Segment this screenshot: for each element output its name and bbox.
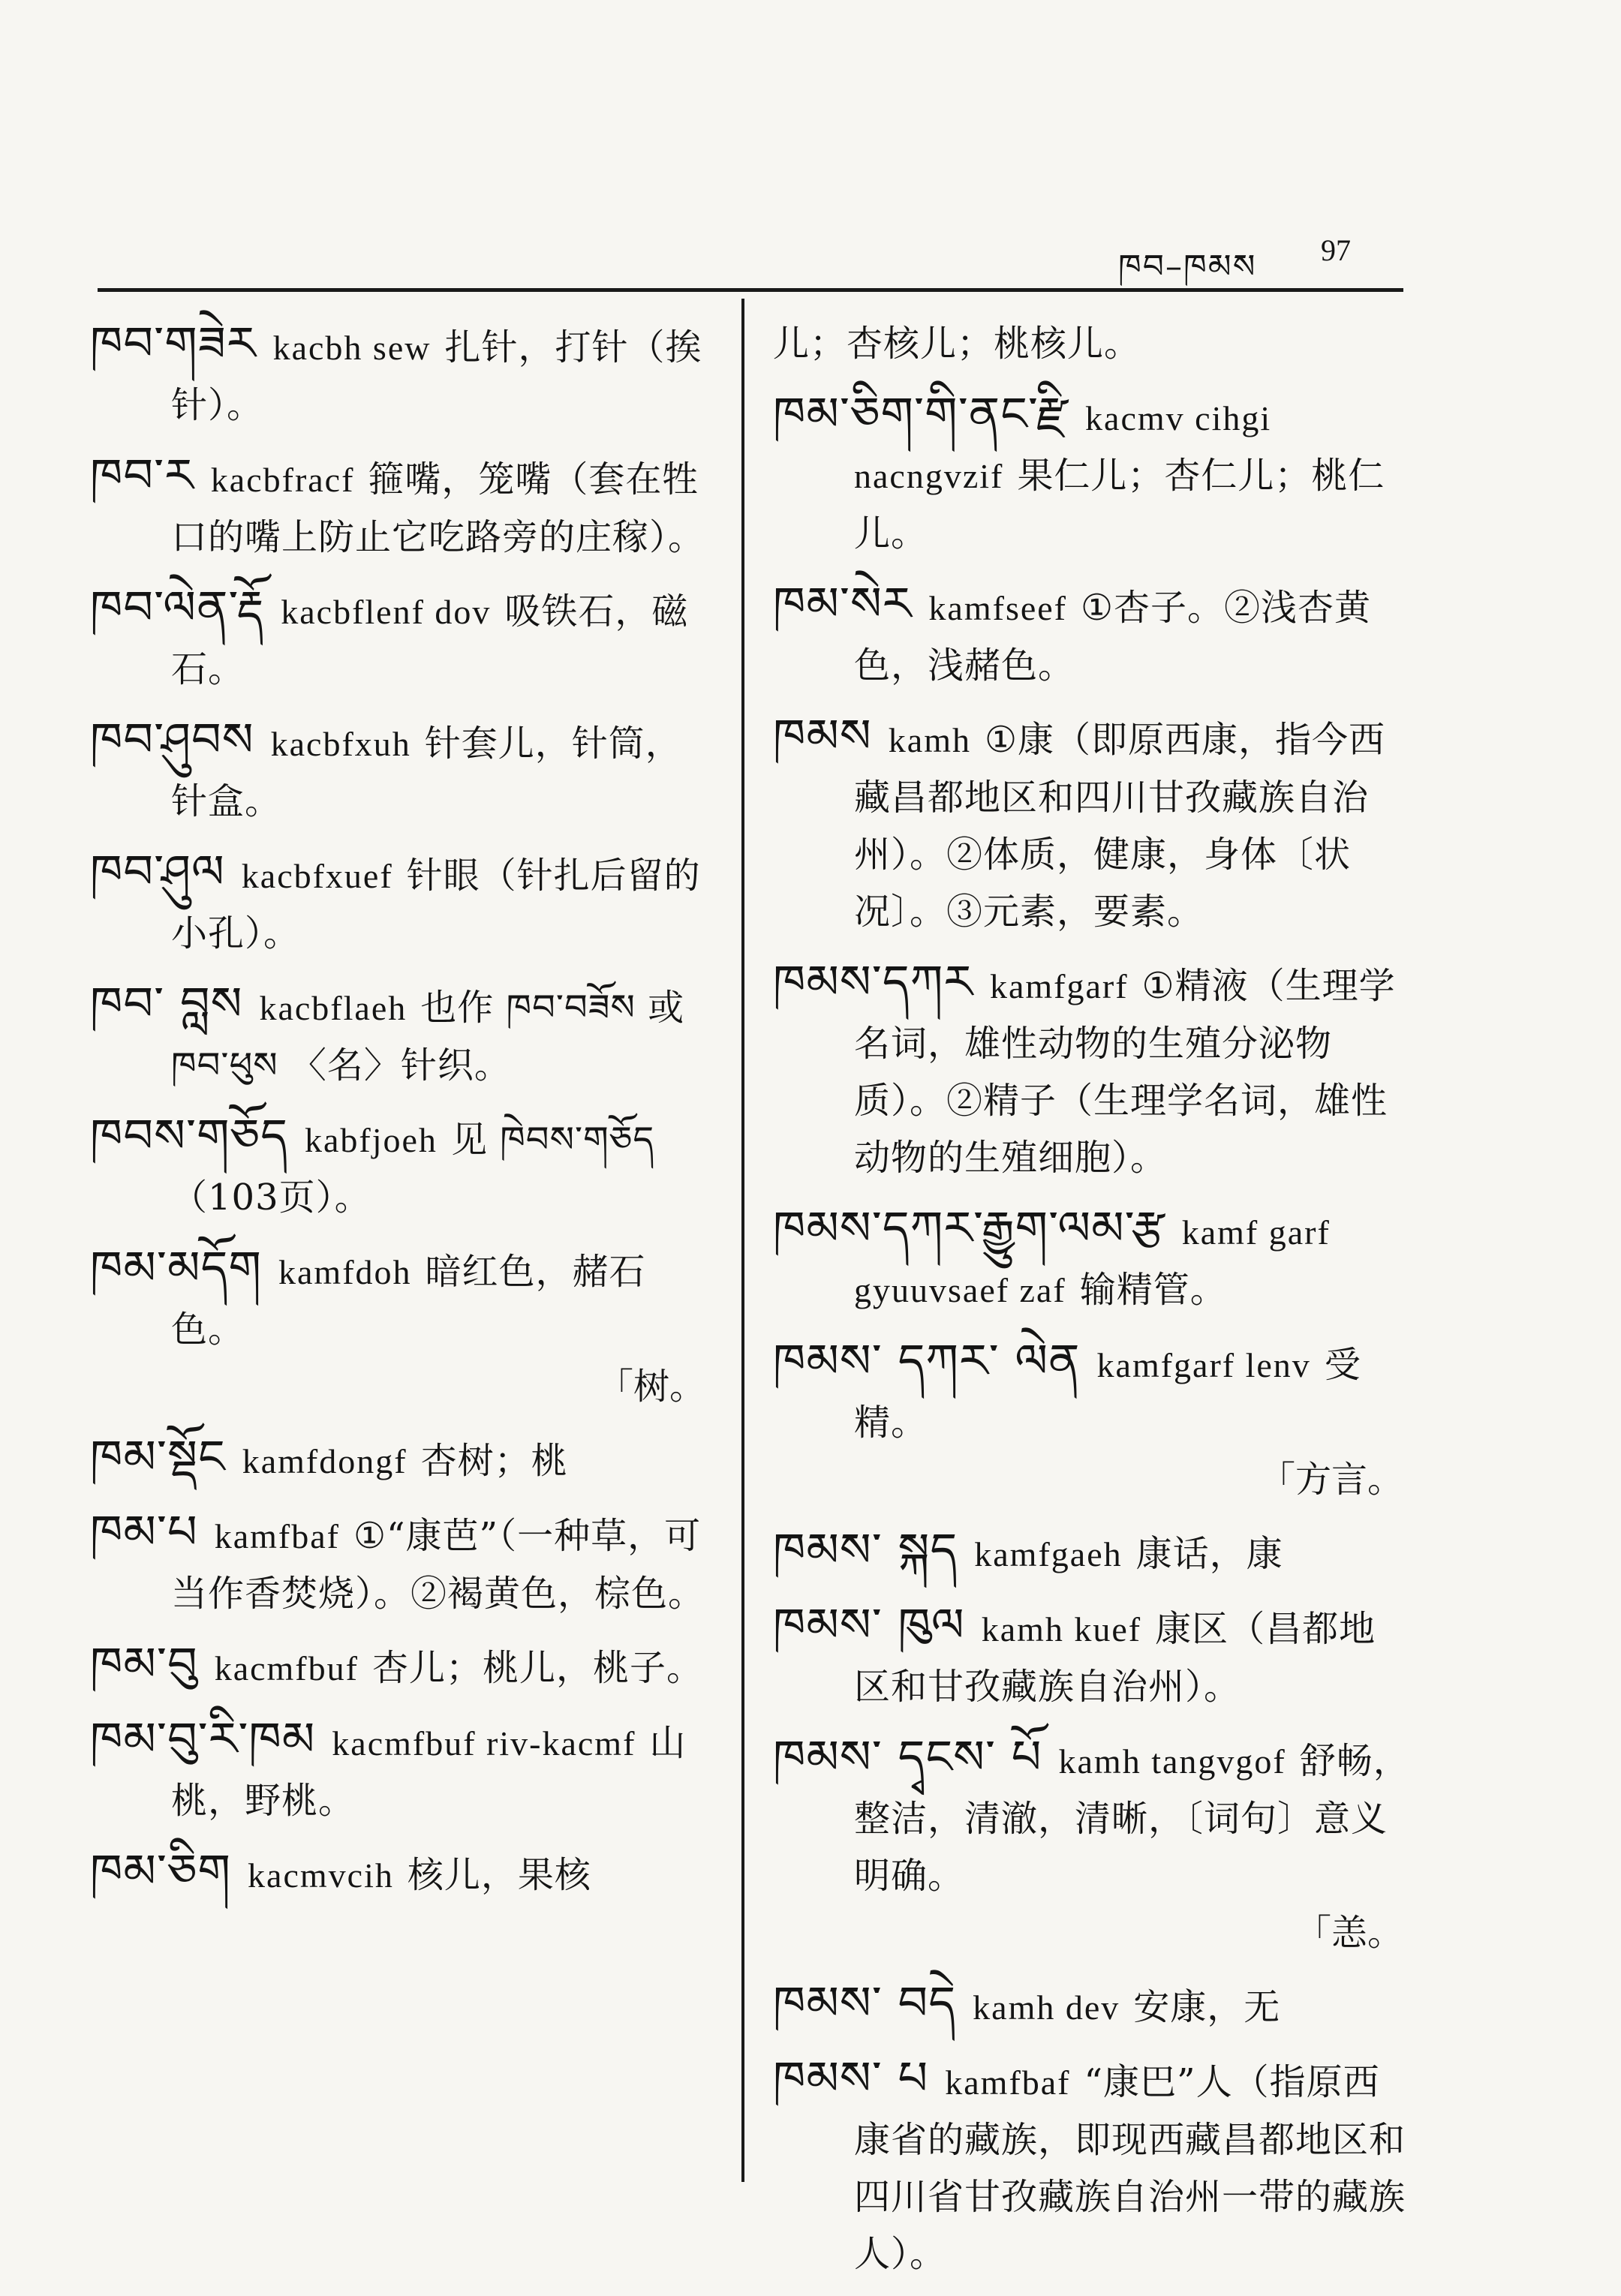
running-head: ཁབ–ཁམས xyxy=(1118,248,1257,286)
headword-tibetan: ཁམས་དཀར xyxy=(773,954,973,1009)
headword-tibetan: ཁམས་ དཀར་ ལེན xyxy=(773,1333,1081,1388)
romanization: kacmv cihgi nacngvzif xyxy=(854,399,1272,495)
headword-tibetan: ཁམས་ པ xyxy=(773,2051,929,2105)
definition: ①精液（生理学名词，雄性动物的生殖分泌物质）。②精子（生理学名词，雄性动物的生殖细胞）。 xyxy=(854,965,1396,1179)
dictionary-entry xyxy=(90,1711,713,1829)
headword-tibetan: ཁམ་པ xyxy=(90,1504,198,1559)
romanization: kamh dev xyxy=(973,1988,1120,2027)
headword-tibetan: ཁམས་ དྭངས་ པོ xyxy=(773,1730,1042,1784)
dictionary-entry xyxy=(90,975,713,1094)
headword-tibetan: ཁབ་ཤུལ xyxy=(90,844,225,899)
headword-tibetan: ཁམས་ སྐད xyxy=(773,1522,958,1577)
definition: 杏儿；桃儿，桃子。 xyxy=(371,1647,703,1689)
dictionary-entry xyxy=(773,2050,1411,2282)
dictionary-entry xyxy=(773,386,1411,562)
headword-tibetan: ཁབ་གཟེར xyxy=(90,316,257,371)
romanization: kamfdongf xyxy=(242,1442,408,1480)
romanization: kacbfracf xyxy=(210,461,355,499)
dictionary-entry xyxy=(773,1729,1411,1961)
romanization: kamfgaeh xyxy=(974,1535,1123,1573)
romanization: kamfdoh xyxy=(278,1253,412,1291)
headword-tibetan: ཁམ་བུ་རི་ཁམ xyxy=(90,1711,316,1766)
dictionary-entry xyxy=(90,1636,713,1697)
definition: 见 ཁེབས་གཅོད （103页）。 xyxy=(171,1119,655,1219)
headword-tibetan: ཁབ་ར xyxy=(90,448,194,503)
dictionary-entry xyxy=(90,1240,713,1415)
definition: 暗红色，赭石色。 xyxy=(171,1251,646,1351)
romanization: kabfjoeh xyxy=(305,1121,438,1159)
romanization: kacmvcih xyxy=(248,1856,394,1895)
romanization: kamfbaf xyxy=(214,1517,340,1555)
continuation-note: 「方言。 xyxy=(1259,1459,1403,1501)
definition: 儿；杏核儿；桃核儿。 xyxy=(773,323,1141,365)
romanization: kacbfxuh xyxy=(270,725,411,763)
dictionary-entry xyxy=(90,1843,713,1904)
headword-tibetan: ཁམ་ཅིག xyxy=(90,1844,232,1898)
dictionary-entry xyxy=(90,1429,713,1490)
dictionary-entry xyxy=(90,843,713,962)
headword-tibetan: ཁམ་མདོག xyxy=(90,1240,263,1295)
definition: 康区（昌都地区和甘孜藏族自治州）。 xyxy=(854,1608,1376,1708)
romanization: kamh kuef xyxy=(981,1610,1142,1648)
headword-tibetan: ཁམ་སྡོང xyxy=(90,1429,226,1484)
definition: 安康，无 xyxy=(1133,1986,1281,2028)
dictionary-entry xyxy=(90,315,713,434)
romanization: kamf garf gyuuvsaef zaf xyxy=(854,1213,1331,1309)
column-divider xyxy=(741,299,744,2182)
headword-tibetan: ཁབ་ བླས xyxy=(90,976,243,1031)
definition: 针套儿，针筒，针盒。 xyxy=(171,723,682,822)
definition: 山桃，野桃。 xyxy=(171,1722,687,1822)
page-number: 97 xyxy=(1321,233,1351,267)
definition: 扎针，打针（挨针）。 xyxy=(171,326,702,426)
dictionary-entry xyxy=(90,579,713,698)
romanization: kamfseef xyxy=(928,589,1067,627)
romanization: kamh xyxy=(888,721,971,759)
definition: 针眼（针扎后留的小孔）。 xyxy=(171,855,701,954)
definition: ①杏子。②浅杏黄色，浅赭色。 xyxy=(854,587,1372,687)
dictionary-entry xyxy=(90,1107,713,1226)
romanization: kacmfbuf xyxy=(214,1649,359,1687)
dictionary-entry xyxy=(773,1200,1411,1319)
headword-tibetan: ཁམས་ ཁུལ xyxy=(773,1597,965,1652)
page-header xyxy=(98,225,1403,285)
definition: 箍嘴，笼嘴（套在牲口的嘴上防止它吃路旁的庄稼）。 xyxy=(171,458,705,558)
headword-tibetan: ཁབ་ལེན་རྡོ xyxy=(90,580,265,635)
dictionary-entry xyxy=(773,315,1411,372)
romanization: kacbh sew xyxy=(272,329,432,367)
romanization: kacmfbuf riv-kacmf xyxy=(332,1724,636,1763)
dictionary-entry xyxy=(773,954,1411,1186)
headword-tibetan: ཁམ་ཅིག་གི་ནང་རྫི xyxy=(773,386,1069,441)
left-column xyxy=(90,315,713,1918)
dictionary-entry xyxy=(90,447,713,566)
definition: 也作 ཁབ་བཟོས 或 ཁབ་ཕུས 〈名〉针织。 xyxy=(171,987,685,1086)
headword-tibetan: ཁམས་ བདེ xyxy=(773,1976,957,2030)
romanization: kamfbaf xyxy=(945,2063,1071,2102)
definition: 果仁儿；杏仁儿；桃仁儿。 xyxy=(854,455,1385,554)
headword-tibetan: ཁམས xyxy=(773,708,872,763)
definition: “康巴”人（指原西康省的藏族，即现西藏昌都地区和四川省甘孜藏族自治州一带的藏族人）。 xyxy=(854,2061,1406,2275)
definition: 舒畅，整洁，清澈，清晰，〔词句〕意义明确。 xyxy=(854,1740,1410,1897)
headword-tibetan: ཁབས་གཅོད xyxy=(90,1108,288,1163)
dictionary-entry xyxy=(773,708,1411,940)
headword-tibetan: ཁམ་སེར xyxy=(773,576,913,631)
headword-tibetan: ཁབ་ཤུབས xyxy=(90,712,254,767)
romanization: kacbflenf dov xyxy=(281,593,492,631)
definition: 康话，康 xyxy=(1135,1533,1283,1575)
definition: 吸铁石，磁石。 xyxy=(171,591,689,690)
definition: 受精。 xyxy=(854,1344,1361,1444)
definition: ①康（即原西康，指今西藏昌都地区和四川甘孜藏族自治州）。②体质，健康，身体〔状况〕。③元素，要素。 xyxy=(854,719,1386,933)
dictionary-entry xyxy=(90,711,713,830)
dictionary-entry xyxy=(773,576,1411,694)
romanization: kacbfxuef xyxy=(241,857,393,895)
definition: 输精管。 xyxy=(1079,1269,1227,1311)
romanization: kacbflaeh xyxy=(259,989,408,1027)
continuation-note: 「恙。 xyxy=(1295,1912,1403,1954)
dictionary-entry xyxy=(773,1333,1411,1508)
dictionary-entry xyxy=(773,1522,1411,1583)
romanization: kamfgarf xyxy=(989,967,1129,1005)
headword-tibetan: ཁམས་དཀར་རྒྱུག་ལམ་རྩ xyxy=(773,1201,1165,1255)
romanization: kamfgarf lenv xyxy=(1096,1346,1311,1384)
right-column xyxy=(773,315,1411,2296)
dictionary-entry xyxy=(773,1597,1411,1715)
header-rule xyxy=(98,288,1403,292)
continuation-note: 「树。 xyxy=(597,1366,705,1408)
dictionary-entry xyxy=(90,1504,713,1622)
romanization: kamh tangvgof xyxy=(1058,1742,1286,1781)
definition: 核儿，果核 xyxy=(407,1854,591,1896)
definition: ①“康芭”（一种草，可当作香焚烧）。②褐黄色，棕色。 xyxy=(171,1515,705,1615)
headword-tibetan: ཁམ་བུ xyxy=(90,1636,198,1691)
dictionary-entry xyxy=(773,1975,1411,2036)
definition: 杏树；桃 xyxy=(420,1440,568,1482)
